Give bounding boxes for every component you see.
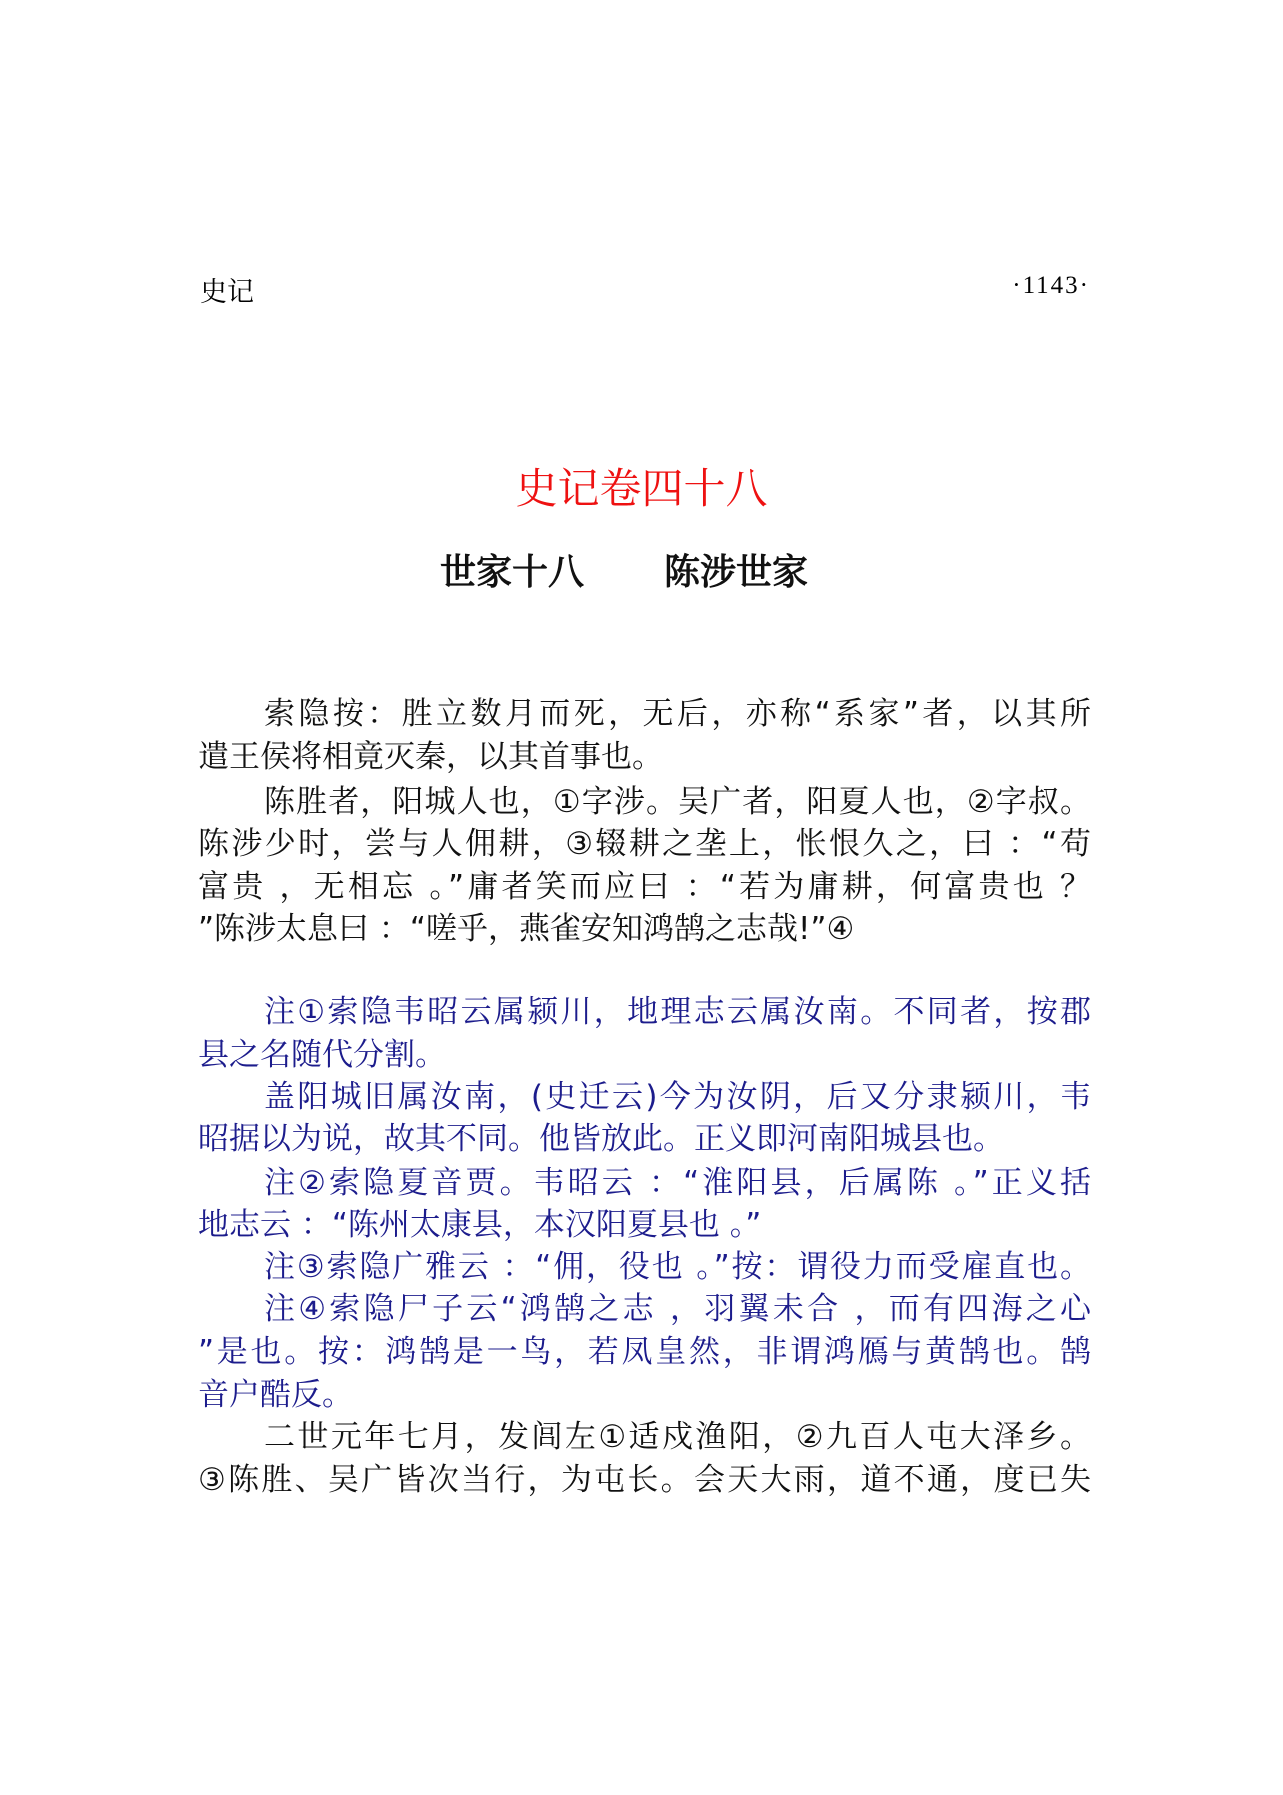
annotation-line: ”是也。按：鸿鹄是一鸟，若凤皇然，非谓鸿鴈与黄鹄也。鹄 [198, 1334, 1091, 1370]
text-line: ”陈涉太息曰 ：“嗟乎，燕雀安知鸿鹄之志哉!”④ [198, 911, 855, 947]
subtitle-section: 世家十八 [440, 552, 585, 593]
text-line: 陈胜者，阳城人也，①字涉。吴广者，阳夏人也，②字叔。 [264, 784, 1091, 820]
annotation-line: 县之名随代分割。 [198, 1037, 446, 1073]
text-line: ③陈胜、吴广皆次当行，为屯长。会天大雨，道不通，度已失 [198, 1462, 1091, 1498]
text-line: 富贵 ，无相忘 。”庸者笑而应曰 ：“若为庸耕，何富贵也 ？ [198, 869, 1091, 905]
annotation-line: 盖阳城旧属汝南，(史迁云)今为汝阴，后又分隶颍川，韦 [264, 1079, 1091, 1115]
annotation-line: 地志云 ：“陈州太康县，本汉阳夏县也 。” [198, 1207, 762, 1243]
annotation-line: 注①索隐韦昭云属颍川，地理志云属汝南。不同者，按郡 [264, 994, 1091, 1030]
chapter-subtitle [440, 544, 888, 595]
annotation-line: 注③索隐广雅云 ：“佣，役也 。”按：谓役力而受雇直也。 [264, 1249, 1091, 1285]
text-line: 二世元年七月，发闾左①适戍渔阳，②九百人屯大泽乡。 [264, 1419, 1091, 1455]
annotation-line: 注④索隐尸子云“鸿鹄之志 ，羽翼未合 ，而有四海之心 [264, 1291, 1091, 1327]
annotation-line: 注②索隐夏音贾。韦昭云 ：“淮阳县，后属陈 。”正义括 [264, 1165, 1091, 1201]
subtitle-name: 陈涉世家 [664, 552, 809, 593]
annotation-line: 音户酷反。 [198, 1377, 353, 1413]
chapter-title: 史记卷四十八 [515, 464, 768, 513]
page-number: ·1143· [1012, 272, 1090, 299]
text-line: 遣王侯将相竟灭秦，以其首事也。 [198, 739, 663, 775]
running-header-book: 史记 [200, 277, 254, 308]
text-line: 陈涉少时，尝与人佣耕，③辍耕之垄上，怅恨久之，曰 ：“苟 [198, 826, 1091, 862]
text-line: 索隐按：胜立数月而死，无后，亦称“系家”者，以其所 [264, 696, 1091, 732]
annotation-line: 昭据以为说，故其不同。他皆放此。正义即河南阳城县也。 [198, 1121, 1004, 1157]
